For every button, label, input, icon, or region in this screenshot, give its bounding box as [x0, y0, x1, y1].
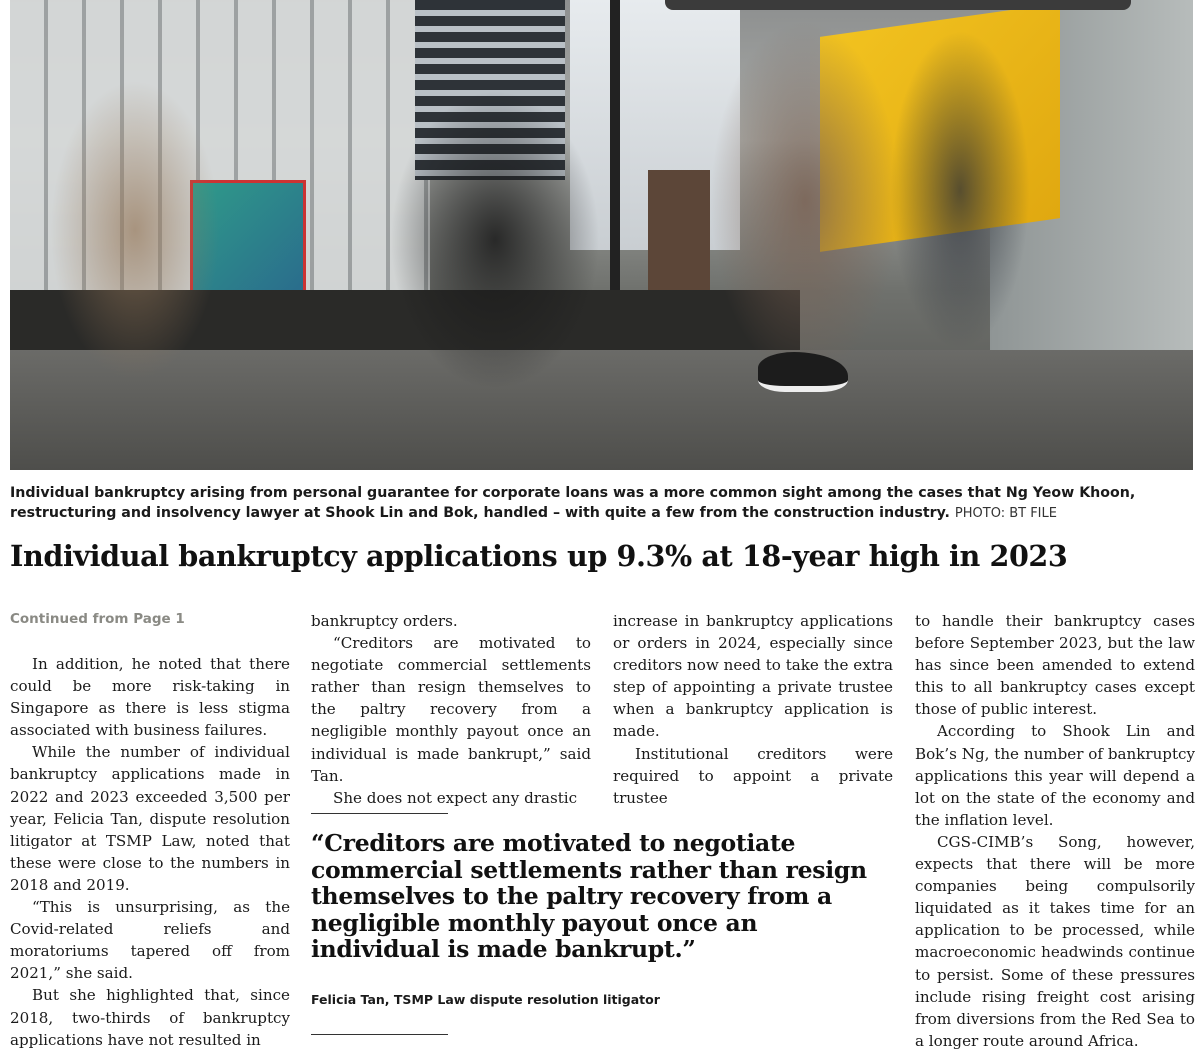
pullquote-top-rule	[311, 813, 448, 814]
paragraph: She does not expect any drastic	[333, 788, 578, 807]
photo-blurred-pedestrian	[890, 30, 1030, 350]
article-column-3	[613, 610, 893, 809]
photo-credit: PHOTO: BT FILE	[954, 505, 1057, 521]
photo-blurred-pedestrian	[50, 80, 220, 380]
paragraph: “This is unsurprising, as the Covid-related reliefs and moratoriums tapered off from 2021,” she said.	[10, 898, 290, 983]
photo-blurred-pedestrian	[710, 20, 900, 380]
photo-lamp-pole	[610, 0, 620, 290]
paragraph: increase in bankruptcy applications or orders in 2024, especially since creditors now need to take the extra step of appointing a private trustee when a bankruptcy application is made.	[613, 612, 893, 741]
paragraph: bankruptcy orders.	[311, 612, 458, 630]
paragraph: CGS-CIMB’s Song, however, expects that there will be more companies being compulsorily liquidated as it takes time for an application to be processed, while macroeconomic headwinds continue to persist. Some of these pressures include rising freight cost arising from diversions from the Red Sea to a longer route around Africa.	[915, 832, 1195, 1050]
paragraph: to handle their bankruptcy cases before September 2023, but the law has since been amended to extend this to all bankruptcy cases except those of public interest.	[915, 612, 1195, 719]
paragraph: While the number of individual bankruptcy applications made in 2022 and 2023 exceeded 3,500 per year, Felicia Tan, dispute resolution litigator at TSMP Law, noted that these were close to the numbers in 2018 and 2019.	[10, 743, 290, 894]
photo-blurred-pedestrian	[390, 90, 600, 390]
photo-brick-building	[648, 170, 710, 290]
pull-quote: “Creditors are motivated to negotiate commercial settlements rather than resign themselves to the paltry recovery from a negligible monthly payout once an individual is made bankrupt.”	[311, 829, 867, 963]
article-photo	[10, 0, 1193, 470]
paragraph: According to Shook Lin and Bok’s Ng, the number of bankruptcy applications this year will depend a lot on the state of the economy and the inflation level.	[915, 722, 1195, 829]
article-column-4	[915, 610, 1195, 1052]
pull-quote-attribution: Felicia Tan, TSMP Law dispute resolution litigator	[311, 992, 660, 1007]
paragraph: Institutional creditors were required to appoint a private trustee	[613, 744, 893, 807]
caption-text: Individual bankruptcy arising from personal guarantee for corporate loans was a more common sight among the cases that Ng Yeow Khoon, restructuring and insolvency lawyer at Shook Lin and Bok, handled – with quite a few from the construction industry.	[10, 485, 1136, 521]
top-overlay-bar	[665, 0, 1131, 10]
paragraph: In addition, he noted that there could be more risk-taking in Singapore as there is less stigma associated with business failures.	[10, 655, 290, 740]
photo-pavement	[10, 350, 1193, 470]
pullquote-bottom-rule	[311, 1034, 448, 1035]
continued-from-label: Continued from Page 1	[10, 611, 185, 627]
article-column-1	[10, 653, 290, 1051]
article-headline: Individual bankruptcy applications up 9.3% at 18-year high in 2023	[10, 539, 1068, 573]
paragraph: “Creditors are motivated to negotiate commercial settlements rather than resign themselves to the paltry recovery from a negligible monthly payout once an individual is made bankrupt,” said Tan.	[311, 634, 591, 785]
paragraph: But she highlighted that, since 2018, two-thirds of bankruptcy applications have not resulted in	[10, 986, 290, 1049]
photo-caption	[10, 484, 1190, 523]
article-column-2	[311, 610, 591, 809]
